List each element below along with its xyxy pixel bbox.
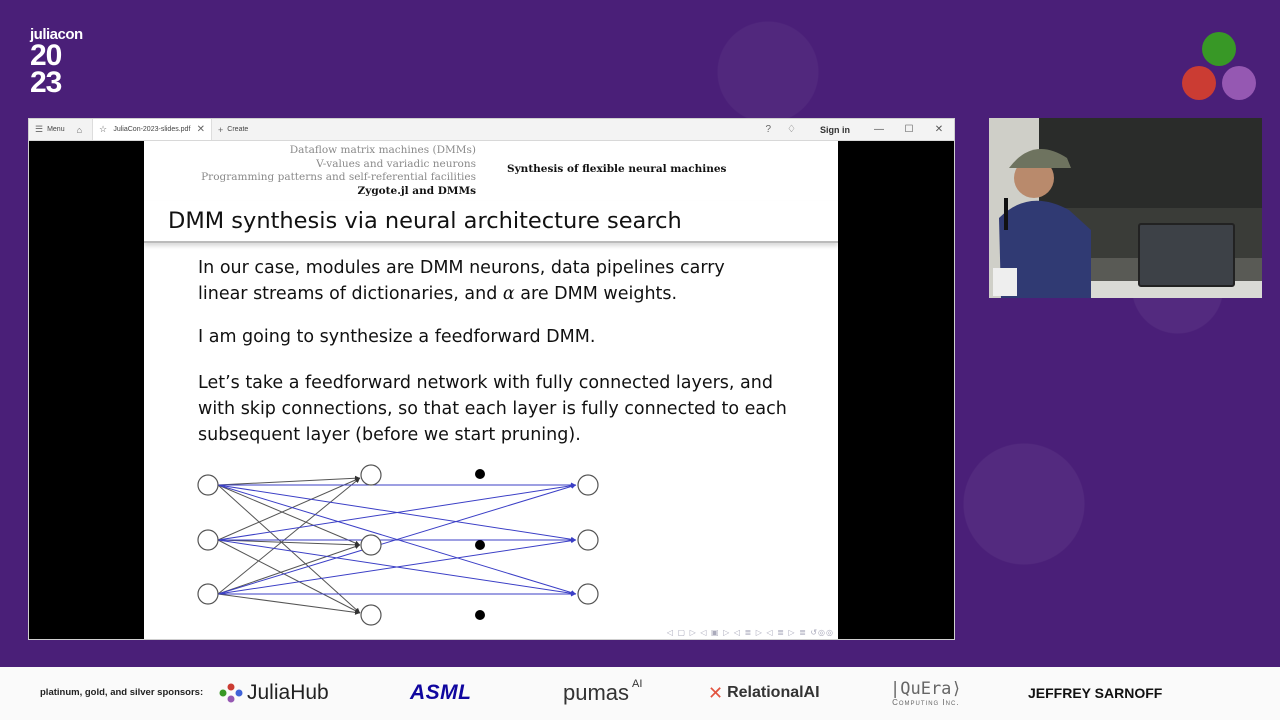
julia-dots-logo — [1182, 32, 1256, 100]
node — [578, 584, 598, 604]
speaker-video-frame — [989, 118, 1262, 298]
new-tab-button[interactable] — [212, 119, 254, 140]
layer1-nodes — [198, 475, 218, 604]
browser-tab-bar — [29, 119, 954, 141]
relationalai-icon: ✕ — [708, 682, 724, 703]
red-dot-icon — [1182, 66, 1216, 100]
juliacon-logo — [30, 26, 96, 99]
sponsor-label: platinum, gold, and silver sponsors: — [40, 687, 204, 698]
nav-section-2[interactable]: V-values and variadic neurons — [316, 157, 476, 170]
layer2-nodes — [361, 465, 381, 625]
beamer-nav-symbols[interactable]: ◁ ▢ ▷ ◁ ▣ ▷ ◁ ≣ ▷ ◁ ≣ ▷ ≣ ↺◎◎ — [666, 628, 834, 637]
nav-section-3[interactable]: Programming patterns and self-referential facilities — [201, 171, 476, 183]
node — [198, 530, 218, 550]
juliacon-year-top: 20 — [30, 39, 62, 72]
paragraph-feedforward: I am going to synthesize a feedforward DMM. — [198, 327, 596, 347]
relationalai-name: RelationalAI — [727, 684, 820, 701]
paragraph-modules-line2b: are DMM weights. — [514, 284, 678, 304]
help-button[interactable] — [759, 119, 781, 140]
microphone-icon — [1004, 198, 1008, 230]
laptop-icon — [1139, 224, 1234, 286]
menu-button[interactable] — [29, 119, 71, 140]
slide-page — [144, 141, 838, 639]
sponsor-juliahub — [217, 677, 329, 709]
home-icon: ⌂ — [76, 124, 83, 135]
asml-name: ASML — [410, 681, 472, 704]
sponsor-bar — [0, 667, 1280, 720]
paragraph-network-line3: subsequent layer (before we start pruning). — [198, 425, 581, 445]
nav-section-current[interactable]: Zygote.jl and DMMs — [357, 184, 476, 197]
nav-subsection[interactable]: Synthesis of flexible neural machines — [507, 163, 727, 175]
node — [578, 475, 598, 495]
help-icon: ? — [765, 124, 772, 135]
layer3-dots — [475, 469, 485, 620]
close-window-icon[interactable]: ✕ — [934, 124, 944, 135]
paragraph-network-line1: Let’s take a feedforward network with fully connected layers, and — [198, 373, 773, 393]
dot — [475, 469, 485, 479]
close-icon[interactable]: ✕ — [196, 124, 206, 135]
node — [578, 530, 598, 550]
pdf-viewer-window — [28, 118, 955, 640]
minimize-icon[interactable]: — — [874, 124, 884, 135]
sponsor-pumas — [563, 677, 642, 709]
juliahub-name: JuliaHub — [247, 681, 329, 704]
purple-dot-icon — [1222, 66, 1256, 100]
quera-subtitle: Computing Inc. — [892, 697, 960, 707]
node — [361, 465, 381, 485]
menu-label: Menu — [47, 126, 65, 133]
sponsor-relationalai — [708, 677, 820, 709]
star-icon: ☆ — [99, 124, 108, 134]
slide-title: DMM synthesis via neural architecture search — [144, 201, 838, 243]
nav-section-1[interactable]: Dataflow matrix machines (DMMs) — [289, 144, 476, 156]
pumas-ai: AI — [632, 678, 643, 690]
sponsor-asml — [410, 677, 472, 709]
edges-skip-layer1-to-layer4 — [218, 485, 576, 594]
plus-icon: + — [218, 124, 224, 135]
dot — [475, 540, 485, 550]
alpha-symbol: α — [502, 284, 515, 304]
bell-icon: ♢ — [787, 124, 796, 135]
menu-icon: ☰ — [35, 124, 44, 134]
node — [361, 535, 381, 555]
node — [198, 475, 218, 495]
node — [198, 584, 218, 604]
new-tab-label: Create — [227, 126, 249, 133]
paragraph-modules-line2a: linear streams of dictionaries, and — [198, 284, 503, 304]
dot — [475, 610, 485, 620]
sponsor-sarnoff — [1028, 677, 1162, 709]
sponsor-quera — [890, 677, 962, 709]
paragraph-modules-line1: In our case, modules are DMM neurons, data pipelines carry — [198, 258, 725, 278]
sign-in-button[interactable]: Sign in — [820, 124, 850, 135]
speaker-video — [989, 118, 1262, 298]
quera-name: |QuEra⟩ — [890, 678, 962, 699]
maximize-icon[interactable]: ☐ — [904, 124, 914, 135]
juliacon-wordmark: juliacon — [30, 26, 83, 43]
badge-icon — [993, 268, 1017, 296]
green-dot-icon — [1202, 32, 1236, 66]
network-diagram — [144, 141, 838, 639]
edges-layer1-to-layer2 — [218, 478, 360, 613]
juliacon-year-bottom: 23 — [30, 66, 62, 99]
layer4-nodes — [578, 475, 598, 604]
notifications-button[interactable] — [781, 119, 806, 140]
node — [361, 605, 381, 625]
pumas-name: pumas — [563, 680, 630, 705]
paragraph-network-line2: with skip connections, so that each layer is fully connected to each — [198, 399, 787, 419]
tab-title: JuliaCon-2023-slides.pdf — [113, 126, 191, 133]
juliahub-icon — [217, 682, 247, 704]
tab-pdf[interactable] — [92, 119, 212, 140]
home-button[interactable] — [71, 119, 92, 140]
sarnoff-name: JEFFREY SARNOFF — [1028, 685, 1163, 701]
